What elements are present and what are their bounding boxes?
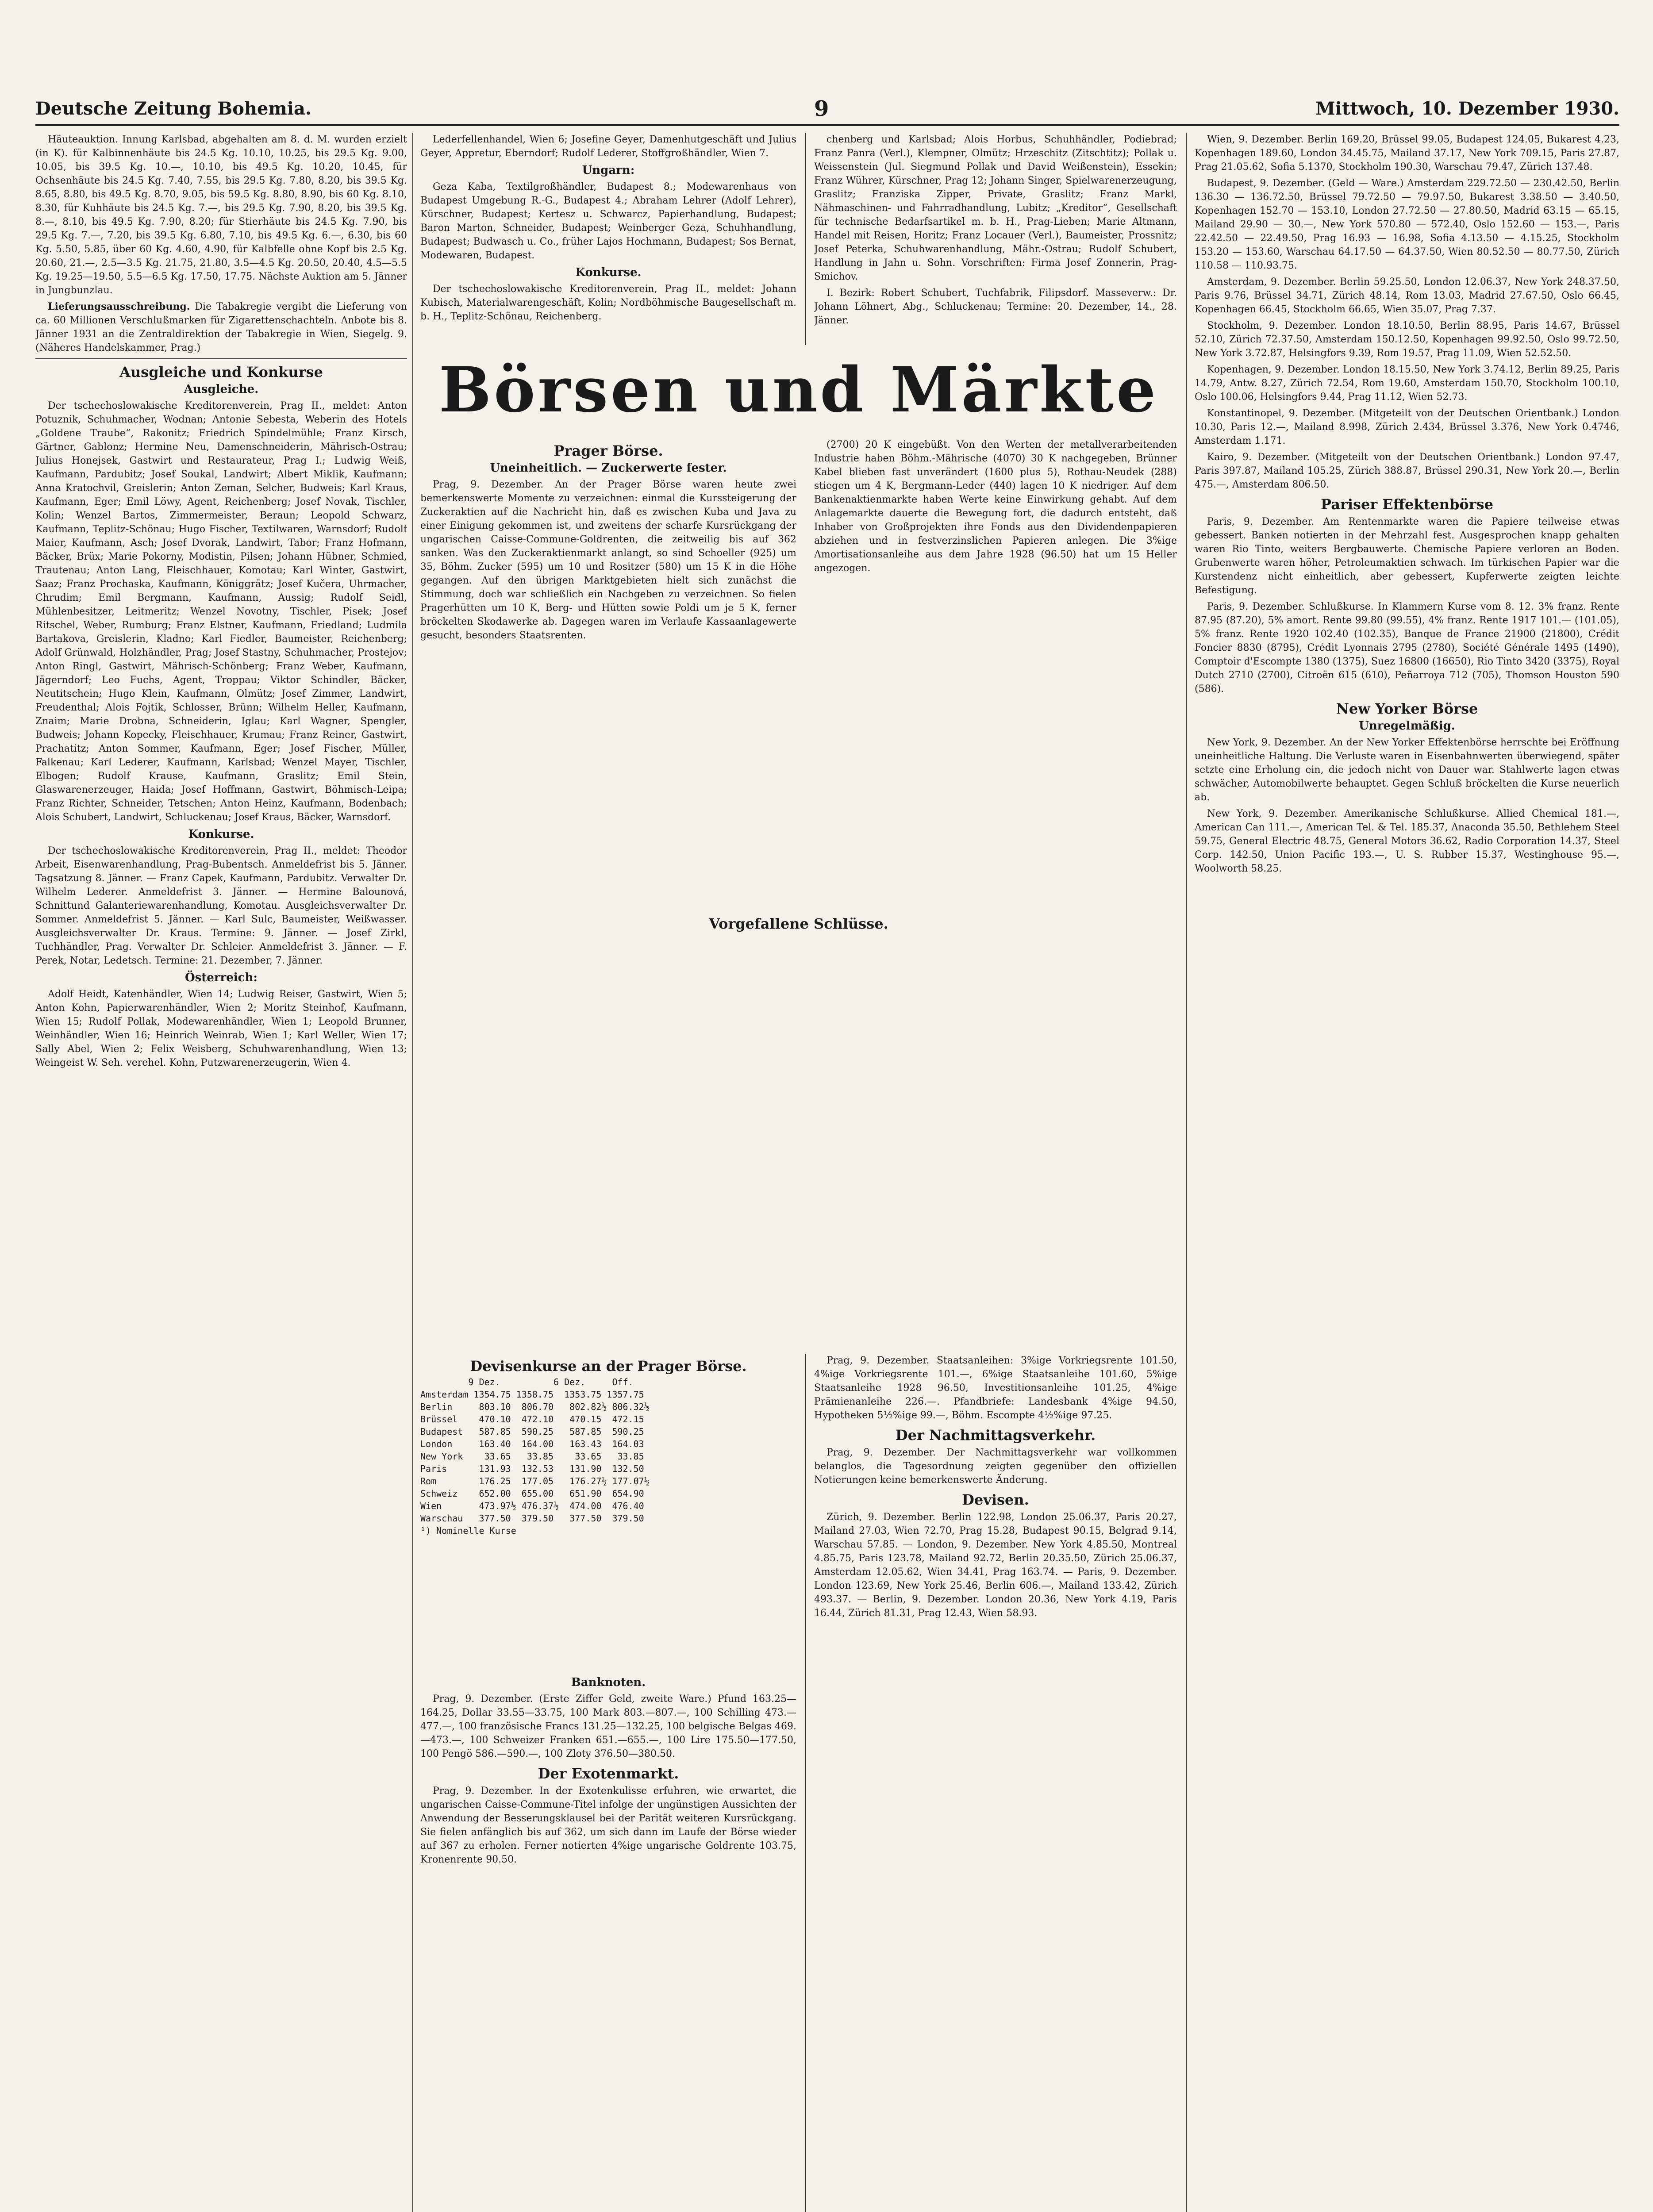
devisen-row: Paris 131.93 132.53 131.90 132.50 — [420, 1463, 644, 1474]
column-rule — [805, 1354, 806, 2212]
nachmittag-title: Der Nachmittagsverkehr. — [895, 1427, 1096, 1444]
exotenmarkt-title: Der Exotenmarkt. — [538, 1765, 679, 1782]
ungarn-body: Geza Kaba, Textilgroßhändler, Budapest 8.; Modewarenhaus von Budapest Umgebung R.-G., Budapest 4.; Abraham Lehrer (Adolf Lehrer), Kürschner, Budapest; Kertesz u. Schwarcz, Papierhandlung, Budapest; Baron Marton, Schneider, Budapest; Weinberger Geza, Schuhhandlung, Budapest; Budwasch u. Co., früher Lajos Hochmann, Budapest; Sos Bernat, Modewaren, Budapest. — [420, 181, 796, 261]
devisen-title: Devisen. — [962, 1491, 1029, 1508]
devisen-prager-block — [420, 1354, 796, 1663]
newyork-body: New York, 9. Dezember. An der New Yorker Effektenbörse herrschte bei Eröffnung uneinheitliche Haltung. Die Verluste waren in Eisenbahnwerten überwiegend, später setzte eine Erholung ein, die jedoch nicht von Dauer war. Stahlwerte lagen etwas schwächer, Automobilwerte behauptet. Gegen Schluß bröckelten die Kurse neuerlich ab. — [1195, 737, 1619, 803]
col3-line2: I. Bezirk: Robert Schubert, Tuchfabrik, Filipsdorf. Masseverw.: Dr. Johann Löhnert, Abg., Schluckenau; Termine: 20. Dezember, 14., 28. Jänner. — [814, 288, 1177, 326]
column-2-lower — [420, 1672, 796, 2212]
ausgleiche-subtitle: Ausgleiche. — [184, 383, 259, 396]
nachmittag-body: Prag, 9. Dezember. Der Nachmittagsverkehr war vollkommen belanglos, die Tagesordnung zeigten gegenüber den offiziellen Notierungen keine bemerkenswerte Änderung. — [814, 1447, 1177, 1486]
ausgleiche-body: Der tschechoslowakische Kreditorenverein, Prag II., meldet: Anton Potuznik, Schuhmacher, Wodnan; Antonie Sebesta, Weberin des Hotels „Goldene Traube“, Rakonitz; Friedrich Spindelmühle; Franz Kirsch, Gärtner, Gablonz; Hermine Neu, Damenschneiderin, Mährisch-Ostrau; Julius Honejsek, Gastwirt und Restaurateur, Prag I.; Ludwig Weiß, Kaufmann, Pardubitz; Josef Soukal, Landwirt; Albert Miklik, Kaufmann; Anna Kratochvil, Greislerin; Anton Zeman, Selcher, Budweis; Karl Kraus, Kaufmann, Eger; Emil Löwy, Agent, Reichenberg; Josef Novak, Tischler, Kolin; Wenzel Bartos, Zimmermeister, Beraun; Leopold Schwarz, Kaufmann, Teplitz-Schönau; Hugo Fischer, Textilwaren, Warnsdorf; Rudolf Maier, Kaufmann, Asch; Josef Dvorak, Landwirt, Tabor; Franz Hofmann, Bäcker, Brüx; Marie Pokorny, Modistin, Pilsen; Johann Hübner, Schmied, Trautenau; Anton Lang, Fleischhauer, Komotau; Karl Winter, Gastwirt, Saaz; Franz Prochaska, Kaufmann, Königgrätz; Josef Kučera, Uhrmacher, Chrudim; Emil Bergmann, Kaufmann, Aussig; Rudolf Seidl, Mühlenbesitzer, Leitmeritz; Wenzel Novotny, Tischler, Pisek; Josef Ritschel, Weber, Rumburg; Franz Elstner, Kaufmann, Friedland; Ludmila Bartakova, Greislerin, Kladno; Karl Fiedler, Baumeister, Reichenberg; Adolf Grünwald, Holzhändler, Prag; Josef Stastny, Schuhmacher, Prostejov; Anton Ringl, Gastwirt, Mährisch-Schönberg; Franz Weber, Kaufmann, Jägerndorf; Leo Fuchs, Agent, Troppau; Viktor Schindler, Bäcker, Neutitschein; Hugo Klein, Kaufmann, Olmütz; Josef Zimmer, Landwirt, Freudenthal; Alois Fojtik, Schlosser, Brünn; Wilhelm Heller, Kaufmann, Znaim; Marie Drobna, Schneiderin, Iglau; Karl Wagner, Spengler, Budweis; Johann Kopecky, Fleischhauer, Krumau; Franz Reiner, Gastwirt, Prachatitz; Anton Sommer, Kaufmann, Eger; Josef Fischer, Müller, Falkenau; Karl Lederer, Kaufmann, Karlsbad; Wenzel Mayer, Tischler, Elbogen; Rudolf Krause, Kaufmann, Graslitz; Emil Stein, Glaswarenerzeuger, Haida; Josef Hoffmann, Gastwirt, Böhmisch-Leipa; Franz Richter, Schneider, Tetschen; Anton Heinz, Kaufmann, Bodenbach; Alois Schubert, Landwirt, Schluckenau; Josef Kraus, Bäcker, Warnsdorf. — [35, 400, 407, 823]
prager-boerse-cont — [814, 438, 1177, 902]
stockholm-kurse: Stockholm, 9. Dezember. London 18.10.50, Berlin 88.95, Paris 14.67, Brüssel 52.10, Zürich 72.37.50, Amsterdam 150.12.50, Kopenhagen 99.92.50, Oslo 99.72.50, New York 3.72.87, Helsingfors 9.39, Rom 19.57, Prag 11.09, Wien 52.52.50. — [1195, 320, 1619, 359]
amsterdam-kurse: Amsterdam, 9. Dezember. Berlin 59.25.50, London 12.06.37, New York 248.37.50, Paris 9.76, Brüssel 34.71, Zürich 48.14, Rom 13.03, Madrid 27.67.50, Oslo 66.45, Kopenhagen 66.45, Stockholm 66.65, Wien 35.07, Prag 7.37. — [1195, 276, 1619, 315]
haeuteauktion: Häuteauktion. Innung Karlsbad, abgehalten am 8. d. M. wurden erzielt (in K). für Kalbinnenhäute bis 24.5 Kg. 10.10, 10.25, bis 29.5 Kg. 9.00, 10.05, bis 39.5 Kg. 10.—, 10.10, bis 49.5 Kg. 10.20, 10.45, für Ochsenhäute bis 24.5 Kg. 7.40, 7.55, bis 29.5 Kg. 7.80, 8.20, bis 39.5 Kg. 8.65, 8.80, bis 49.5 Kg. 8.70, 9.05, bis 59.5 Kg. 8.80, 8.90, bis 60 Kg. 8.10, 8.30, für Kuhhäute bis 24.5 Kg. 7.—, bis 29.5 Kg. 7.90, 8.20, bis 39.5 Kg. 8.—, 8.10, bis 49.5 Kg. 7.90, 8.20; für Stierhäute bis 24.5 Kg. 7.90, bis 29.5 Kg. 7.—, 7.20, bis 39.5 Kg. 6.80, 7.10, bis 49.5 Kg. 6.—, 6.30, bis 60 Kg. 5.50, 5.85, über 60 Kg. 4.60, 4.90, für Kalbfelle ohne Kopf bis 2.5 Kg. 20.60, 21.—, 2.5—3.5 Kg. 21.75, 21.80, 3.5—4.5 Kg. 20.50, 20.40, 4.5—5.5 Kg. 19.25—19.50, 5.5—6.5 Kg. 17.50, 17.75. Nächste Auktion am 5. Jänner in Jungbunzlau. — [35, 134, 407, 296]
divider — [35, 358, 407, 359]
issue-date: Mittwoch, 10. Dezember 1930. — [1315, 98, 1619, 119]
col2-konkurse-title: Konkurse. — [575, 266, 642, 279]
prager-boerse-title: Prager Börse. — [554, 442, 663, 459]
devisen-row: London 163.40 164.00 163.43 164.03 — [420, 1439, 644, 1449]
vorgefallene-schluesse — [420, 911, 1177, 1354]
col2-konkurse-body: Der tschechoslowakische Kreditorenverein, Prag II., meldet: Johann Kubisch, Materialwarengeschäft, Kolin; Nordböhmische Baugesellschaft m. b. H., Teplitz-Schönau, Reichenberg. — [420, 284, 796, 322]
column-rule — [412, 133, 413, 2212]
column-rule — [1186, 133, 1187, 2212]
devisen-table-head: 9 Dez. 6 Dez. Off. — [420, 1377, 634, 1387]
devisen-row: Brüssel 470.10 472.10 470.15 472.15 — [420, 1414, 644, 1425]
lieferung-text — [35, 300, 407, 355]
page-header — [35, 93, 1619, 126]
devisen-row: Warschau 377.50 379.50 377.50 379.50 — [420, 1513, 644, 1524]
pariser-body: Paris, 9. Dezember. Am Rentenmarkte waren die Papiere teilweise etwas gebessert. Banken notierten in der Mehrzahl fest. Ausgesprochen knapp gehalten waren Rio Tinto, weiters Bergbauwerte. Chemische Papiere verloren an Boden. Grubenwerte waren höher, Petroleumaktien schwach. Im türkischen Papier war die Kurstendenz nicht einheitlich, aber gebessert, Kupferwerte zeigten leichte Befestigung. — [1195, 516, 1619, 596]
konstantinopel-kurse: Konstantinopel, 9. Dezember. (Mitgeteilt von der Deutschen Orientbank.) London 10.30, Paris 12.—, Mailand 8.998, Zürich 2.434, Brüssel 3.376, New York 0.4746, Amsterdam 1.171. — [1195, 408, 1619, 446]
prager-boerse — [420, 438, 796, 902]
oesterreich-title: Österreich: — [185, 971, 258, 984]
newyork-kurse: New York, 9. Dezember. Amerikanische Schlußkurse. Allied Chemical 181.—, American Can 111.—, American Tel. & Tel. 185.37, Anaconda 35.50, Bethlehem Steel 59.75, General Electric 48.75, General Motors 36.62, Radio Corporation 14.37, Steel Corp. 142.50, Union Pacific 193.—, U. S. Rubber 15.37, Westinghouse 95.—, Woolworth 58.25. — [1195, 808, 1619, 874]
page-number: 9 — [814, 96, 829, 121]
wien-kurse: Wien, 9. Dezember. Berlin 169.20, Brüssel 99.05, Budapest 124.05, Bukarest 4.23, Kopenhagen 189.60, London 34.45.75, Mailand 37.17, New York 709.15, Paris 27.87, Prag 21.05.62, Sofia 5.1370, Stockholm 190.30, Warschau 79.47, Zürich 137.48. — [1195, 134, 1619, 173]
devisen-body: Zürich, 9. Dezember. Berlin 122.98, London 25.06.37, Paris 20.27, Mailand 27.03, Wien 72.70, Prag 15.28, Budapest 90.15, Belgrad 9.14, Warschau 57.85. — London, 9. Dezember. New York 4.85.50, Montreal 4.85.75, Paris 123.78, Mailand 92.72, Berlin 20.35.50, Zürich 25.06.37, Amsterdam 12.05.62, Wien 34.41, Prag 163.74. — Paris, 9. Dezember. London 123.69, New York 25.46, Berlin 606.—, Mailand 133.42, Zürich 493.37. — Berlin, 9. Dezember. London 20.36, New York 4.19, Paris 16.44, Zürich 81.31, Prag 12.43, Wien 58.93. — [814, 1512, 1177, 1619]
kairo-kurse: Kairo, 9. Dezember. (Mitgeteilt von der Deutschen Orientbank.) London 97.47, Paris 397.87, Mailand 105.25, Zürich 388.87, Brüssel 290.31, New York 20.—, Berlin 475.—, Amsterdam 806.50. — [1195, 452, 1619, 490]
column-rule — [805, 133, 806, 345]
column-1 — [35, 133, 407, 2212]
devisen-row: Schweiz 652.00 655.00 651.90 654.90 — [420, 1488, 644, 1499]
devisen-row: Budapest 587.85 590.25 587.85 590.25 — [420, 1426, 644, 1437]
col2-text: Lederfellenhandel, Wien 6; Josefine Geyer, Damenhutgeschäft und Julius Geyer, Appretur, Eberndorf; Rudolf Lederer, Stoffgroßhändler, Wien 7. — [420, 134, 796, 159]
newyork-subtitle: Unregelmäßig. — [1359, 719, 1455, 733]
newspaper-page — [35, 0, 1619, 2212]
vorgefallene-title: Vorgefallene Schlüsse. — [709, 915, 888, 932]
banknoten-body: Prag, 9. Dezember. (Erste Ziffer Geld, zweite Ware.) Pfund 163.25—164.25, Dollar 33.55—33.75, 100 Mark 803.—807.—, 100 Schilling 473.—477.—, 100 französische Francs 131.25—132.25, 100 belgische Belgas 469.—473.—, 100 Schweizer Franken 651.—655.—, 100 Lire 175.50—177.50, 100 Pengö 586.—590.—, 100 Zloty 376.50—380.50. — [420, 1694, 796, 1759]
exotenmarkt-body: Prag, 9. Dezember. In der Exotenkulisse erfuhren, wie erwartet, die ungarischen Caisse-Commune-Titel infolge der ungünstigen Aussichten der Anwendung der Besserungsklausel bei der Parität weiteren Kursrückgang. Sie fielen anfänglich bis auf 362, um sich dann im Laufe der Börse wieder auf 367 zu erholen. Ferner notierten 4%ige ungarische Goldrente 103.75, Kronenrente 90.50. — [420, 1786, 796, 1865]
banknoten-title: Banknoten. — [571, 1676, 646, 1689]
devisen-row: New York 33.65 33.85 33.65 33.85 — [420, 1451, 644, 1462]
devisen-row: Wien 473.97½ 476.37½ 474.00 476.40 — [420, 1501, 644, 1511]
prager-boerse-body: Prag, 9. Dezember. An der Prager Börse waren heute zwei bemerkenswerte Momente zu verzeichnen: einmal die Kurssteigerung der Zuckeraktien auf die Nachricht hin, daß es zwischen Kuba und Java zu einer Einigung gekommen ist, und zweitens der scharfe Kursrückgang der ungarischen Caisse-Commune-Goldrenten, die zeitweilig bis auf 362 sanken. Was den Zuckeraktienmarkt anlangt, so sind Schoeller (925) um 35, Böhm. Zucker (595) um 10 und Rositzer (580) um 15 K in die Höhe gegangen. Auf den übrigen Marktgebieten hielt sich zunächst die Stimmung, doch war schließlich ein Nachgeben zu verzeichnen. So fielen Pragerhütten um 10 K, Berg- und Hütten sowie Poldi um je 5 K, ferner bröckelten Skodawerke ab. Dagegen waren im Verlaufe Kassaanlagewerte gesucht, besonders Staatsrenten. — [420, 479, 796, 641]
ungarn-title: Ungarn: — [582, 164, 635, 177]
budapest-kurse: Budapest, 9. Dezember. (Geld — Ware.) Amsterdam 229.72.50 — 230.42.50, Berlin 136.30 — 136.72.50, Brüssel 79.72.50 — 79.97.50, Bukarest 3.38.50 — 3.40.50, Kopenhagen 152.70 — 153.10, London 27.72.50 — 27.80.50, Madrid 63.15 — 65.15, Mailand 29.90 — 30.—, New York 570.80 — 572.40, Oslo 152.60 — 153.—, Paris 22.42.50 — 22.49.50, Prag 16.93 — 16.98, Sofia 4.13.50 — 4.15.25, Stockholm 153.20 — 153.60, Warschau 64.17.50 — 64.37.50, Wien 80.52.50 — 80.77.50, Zürich 110.58 — 110.93.75. — [1195, 178, 1619, 271]
konkurse-title: Konkurse. — [188, 828, 254, 841]
staatsanleihen-body: Prag, 9. Dezember. Staatsanleihen: 3%ige Vorkriegsrente 101.50, 4%ige Vorkriegsrente 101.—, 6%ige Staatsanleihe 101.60, 5%ige Staatsanleihe 1928 96.50, Investitionsanleihe 101.25, 4%ige Prämienanleihe 226.—. Pfandbriefe: Landesbank 4%ige 94.50, Hypotheken 5½%ige 99.—, Böhm. Escompte 4½%ige 97.25. — [814, 1355, 1177, 1421]
prager-boerse-subtitle: Uneinheitlich. — Zuckerwerte fester. — [490, 461, 727, 475]
ausgleiche-title: Ausgleiche und Konkurse — [119, 364, 323, 380]
konkurse-body: Der tschechoslowakische Kreditorenverein, Prag II., meldet: Theodor Arbeit, Eisenwarenhandlung, Prag-Bubentsch. Anmeldefrist bis 5. Jänner. Tagsatzung 8. Jänner. — Franz Capek, Kaufmann, Pardubitz. Verwalter Dr. Wilhelm Lederer. Anmeldefrist 3. Jänner. — Hermine Balounová, Schnittund Galanteriewarenhandlung, Komotau. Ausgleichsverwalter Dr. Sommer. Anmeldefrist 5. Jänner. — Karl Sulc, Baumeister, Weißwasser. Ausgleichsverwalter Dr. Kraus. Termine: 9. Jänner. — Josef Zirkl, Tuchhändler, Prag. Verwalter Dr. Schleier. Anmeldefrist 3. Jänner. — F. Perek, Notar, Ledetsch. Termine: 21. Dezember, 7. Jänner. — [35, 845, 407, 966]
lieferung-title: Lieferungsausschreibung. — [48, 301, 190, 312]
oesterreich-body: Adolf Heidt, Katenhändler, Wien 14; Ludwig Reiser, Gastwirt, Wien 5; Anton Kohn, Papierwarenhändler, Wien 2; Moritz Steinhof, Kaufmann, Wien 15; Rudolf Pollak, Modewarenhändler, Wien 1; Leopold Brunner, Weinhändler, Wien 16; Heinrich Weinrab, Wien 1; Karl Weller, Wien 17; Sally Abel, Wien 2; Felix Weisberg, Schuhwarenhandlung, Wien 13; Weingeist W. Seh. verehel. Kohn, Putzwarenerzeugerin, Wien 4. — [35, 989, 407, 1068]
devisen-prager-title: Devisenkurse an der Prager Börse. — [470, 1358, 747, 1375]
pariser-title: Pariser Effektenbörse — [1321, 496, 1493, 513]
newspaper-title: Deutsche Zeitung Bohemia. — [35, 98, 311, 119]
devisen-note: ¹) Nominelle Kurse — [420, 1525, 516, 1536]
kopenhagen-kurse: Kopenhagen, 9. Dezember. London 18.15.50, New York 3.74.12, Berlin 89.25, Paris 14.79, Antw. 8.27, Zürich 72.54, Rom 19.60, Amsterdam 150.70, Stockholm 100.10, Oslo 100.06, Helsingfors 9.44, Prag 11.12, Wien 52.73. — [1195, 364, 1619, 403]
column-4 — [1195, 133, 1619, 2212]
devisen-row: Rom 176.25 177.05 176.27½ 177.07½ — [420, 1476, 650, 1486]
devisen-row: Berlin 803.10 806.70 802.82½ 806.32½ — [420, 1402, 650, 1412]
pariser-kurse: Paris, 9. Dezember. Schlußkurse. In Klammern Kurse vom 8. 12. 3% franz. Rente 87.95 (87.20), 5% amort. Rente 99.80 (99.55), 4% franz. Rente 1917 101.— (101.05), 5% franz. Rente 1920 102.40 (102.35), Banque de France 21900 (21800), Crédit Foncier 8830 (8795), Crédit Lyonnais 2795 (2780), Société Générale 1495 (1490), Comptoir d'Escompte 1380 (1375), Suez 16800 (16650), Rio Tinto 3420 (3375), Royal Dutch 2710 (2700), Citroën 615 (610), Peñarroya 712 (705), Thomson Houston 590 (586). — [1195, 601, 1619, 695]
section-masthead: Börsen und Märkte — [438, 354, 1159, 426]
col3-text: chenberg und Karlsbad; Alois Horbus, Schuhhändler, Podiebrad; Franz Panra (Verl.), Klempner, Olmütz; Hrzeschitz (Zitschtitz); Pollak u. Weissenstein (Jul. Siegmund Pollak und David Weißenstein), Essekin; Franz Wührer, Kürschner, Prag 12; Johann Singer, Spielwarenerzeugung, Graslitz; Franziska Zipper, Private, Graslitz; Franz Markl, Nähmaschinen- und Fahrradhandlung, Lubitz; „Kreditor“, Gesellschaft für technische Bedarfsartikel m. b. H., Prag-Lieben; Marie Altmann, Handel mit Reisen, Horitz; Franz Locauer (Verl.), Baumeister, Prossnitz; Josef Peterka, Schuhwarenhandlung, Mähr.-Ostrau; Rudolf Schubert, Handlung in Jahn u. Sohn. Vorschriften: Firma Josef Zonnerin, Prag-Smichov. — [814, 134, 1177, 282]
column-3-lower — [814, 1354, 1177, 2212]
devisen-row: Amsterdam 1354.75 1358.75 1353.75 1357.75 — [420, 1389, 644, 1400]
newyork-title: New Yorker Börse — [1336, 700, 1478, 717]
lieferung-body: Die Tabakregie vergibt die Lieferung von ca. 60 Millionen Verschlußmarken für Zigarettenschachteln. Anbote bis 8. Jänner 1931 an die Zentraldirektion der Tabakregie in Wien, Siegelg. 9. (Näheres Handelskammer, Prag.) — [35, 301, 407, 353]
prager-boerse-cont-body: (2700) 20 K eingebüßt. Von den Werten der metallverarbeitenden Industrie haben Böhm.-Mährische (4070) 30 K nachgegeben, Brünner Kabel blieben fast unverändert (1600 plus 5), Rothau-Neudek (288) stiegen um 4 K, Bergmann-Leder (440) lagen 10 K niedriger. Auf dem Bankenaktienmarkte haben Werte keine Einwirkung gehabt. Auf dem Anlagemarkte dauerte die Bewegung fort, die dadurch entsteht, daß Inhaber von Großprojekten ihre Fonds aus den Dividendenpapieren abziehen und in festverzinslichen Papieren anlegen. Die 3%ige Amortisationsanleihe aus dem Jahre 1928 (96.50) hat um 15 Heller angezogen. — [814, 439, 1177, 574]
